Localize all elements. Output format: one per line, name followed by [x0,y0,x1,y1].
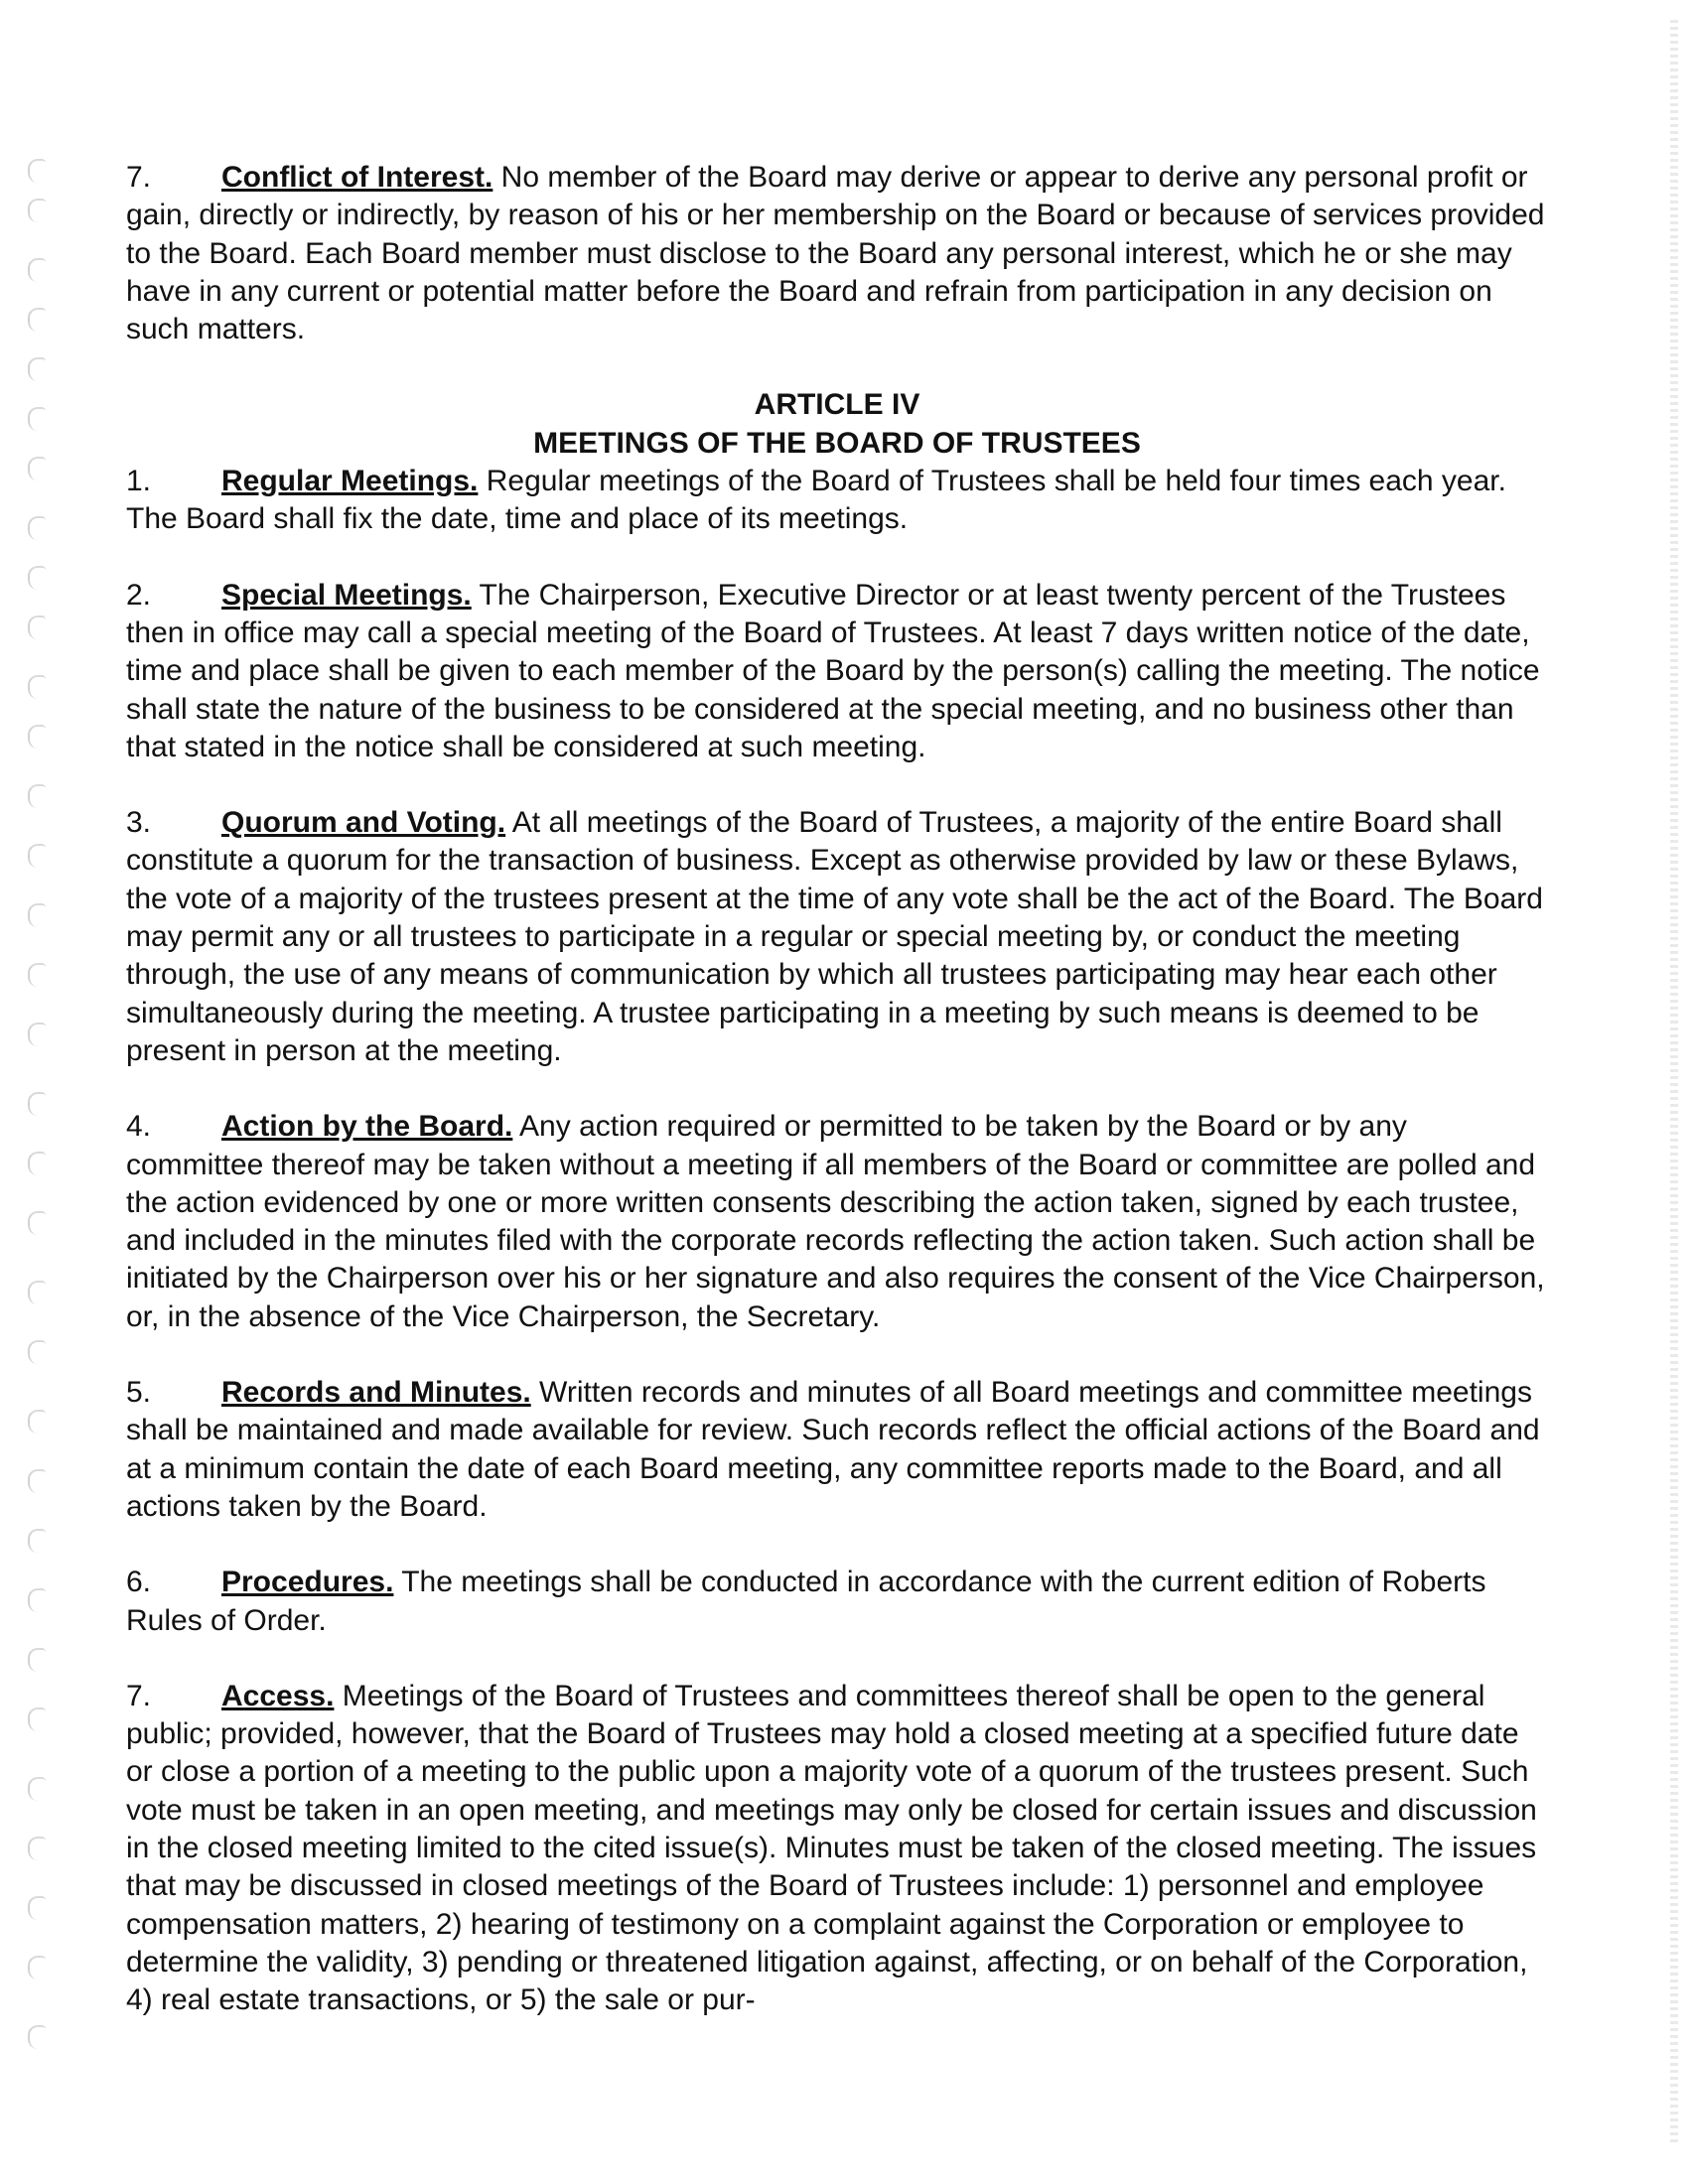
section-text: Written records and minutes of all Board meetings and committee meetings shall be maintained and made available for review. Such records reflect the official actions of the Board and at a minimum contain the date of each Board meeting, any committee reports made to the Board, and all actions taken by the Board. [126,1376,1540,1523]
binding-mark [28,566,46,590]
binding-mark [28,258,46,282]
binding-mark [28,903,46,927]
binding-mark [28,1896,46,1920]
binding-mark [28,357,46,381]
section-records-and-minutes [126,1374,1548,1526]
section-heading: Conflict of Interest. [221,161,494,194]
section-text: Any action required or permitted to be taken by the Board or by any committee thereof may be taken without a meeting if all members of the Board or committee are polled and the action evidenced by one or more written consents describing the action taken, signed by each trustee, and included in the minutes filed with the corporate records reflecting the action taken. Such action shall be initiated by the Chairperson over his or her signature and also requires the consent of the Vice Chairperson, or, in the absence of the Vice Chairperson, the Secretary. [126,1110,1545,1333]
section-number: 5. [126,1376,152,1410]
binding-mark [28,1410,46,1433]
binding-mark [28,2025,46,2049]
binding-mark [28,1469,46,1493]
binding-mark [28,1092,46,1116]
binding-mark [28,457,46,480]
binding-mark [28,1152,46,1175]
section-number: 2. [126,578,152,612]
binding-mark [28,1023,46,1046]
section-heading: Special Meetings. [221,578,472,612]
section-heading: Access. [221,1679,335,1712]
binding-mark [28,1707,46,1731]
section-text: Meetings of the Board of Trustees and committees thereof shall be open to the general public; provided, however, that the Board of Trustees may hold a closed meeting at a specified future date or close a portion of a meeting to the public upon a majority vote of a quorum of the trustees present. Such vote must be taken in an open meeting, and meetings may only be closed for certain issues and discussion in the closed meeting limited to the cited issue(s). Minutes must be taken of the closed meeting. The issues that may be discussed in closed meetings of the Board of Trustees include: 1) personnel and employee compensation matters, 2) hearing of testimony on a complaint against the Corporation or employee to determine the validity, 3) pending or threatened litigation against, affecting, or on behalf of the Corporation, 4) real estate transactions, or 5) the sale or pur- [126,1679,1537,2017]
binding-mark [28,1529,46,1553]
section-heading: Procedures. [221,1566,394,1599]
section-number: 3. [126,806,152,840]
binding-mark [28,1281,46,1304]
binding-mark [28,1340,46,1364]
binding-mark [28,516,46,540]
binding-mark [28,844,46,868]
section-text: The Chairperson, Executive Director or at least twenty percent of the Trustees then in office may call a special meeting of the Board of Trustees. At least 7 days written notice of the date, time and place shall be given to each member of the Board by the person(s) calling the meeting. The notice shall state the nature of the business to be considered at the special meeting, and no business other than that stated in the notice shall be considered at such meeting. [126,578,1540,763]
binding-mark [28,1648,46,1672]
binding-mark [28,1956,46,1979]
section-number: 4. [126,1110,152,1144]
section-access [126,1678,1548,2020]
binding-mark [28,725,46,749]
section-heading: Records and Minutes. [221,1376,531,1410]
section-text: The meetings shall be conducted in accordance with the current edition of Roberts Rules of Order. [126,1566,1486,1637]
section-text: No member of the Board may derive or appear to derive any personal profit or gain, directly or indirectly, by reason of his or her membership on the Board or because of services provided to the Board. Each Board member must disclose to the Board any personal interest, which he or she may have in any current or potential matter before the Board and refrain from participation in any decision on such matters. [126,161,1545,346]
binding-mark [28,1588,46,1612]
document-page [126,159,1548,2057]
scan-edge-strip [1670,20,1678,2144]
section-text: At all meetings of the Board of Trustees, a majority of the entire Board shall constitute a quorum for the transaction of business. Except as otherwise provided by law or these Bylaws, the vote of a majority of the trustees present at the time of any vote shall be the act of the Board. The Board may permit any or all trustees to participate in a regular or special meeting by, or conduct the meeting through, the use of any means of communication by which all trustees participating may hear each other simultaneously during the meeting. A trustee participating in a meeting by such means is deemed to be present in person at the meeting. [126,806,1543,1067]
section-number: 6. [126,1566,152,1599]
section-heading: Action by the Board. [221,1110,513,1144]
section-text: Regular meetings of the Board of Trustees shall be held four times each year. The Board shall fix the date, time and place of its meetings. [126,465,1506,536]
section-quorum-and-voting [126,804,1548,1070]
binding-mark [28,1211,46,1235]
section-heading: Regular Meetings. [221,465,479,498]
binding-mark [28,1837,46,1860]
article-title: MEETINGS OF THE BOARD OF TRUSTEES [533,426,1141,460]
section-action-by-board [126,1108,1548,1336]
binding-mark [28,675,46,699]
article-label: ARTICLE IV [754,388,920,422]
binding-mark [28,615,46,639]
section-number: 7. [126,161,152,194]
binding-mark [28,1777,46,1801]
scan-binding-marks [0,0,70,2184]
binding-mark [28,407,46,431]
section-heading: Quorum and Voting. [221,806,506,840]
section-number: 7. [126,1679,152,1712]
section-conflict-of-interest [126,159,1548,348]
section-special-meetings [126,577,1548,766]
binding-mark [28,308,46,332]
section-regular-meetings [126,463,1548,539]
binding-mark [28,963,46,987]
section-number: 1. [126,465,152,498]
binding-mark [28,199,46,222]
section-procedures [126,1564,1548,1640]
binding-mark [28,784,46,808]
binding-mark [28,159,46,183]
